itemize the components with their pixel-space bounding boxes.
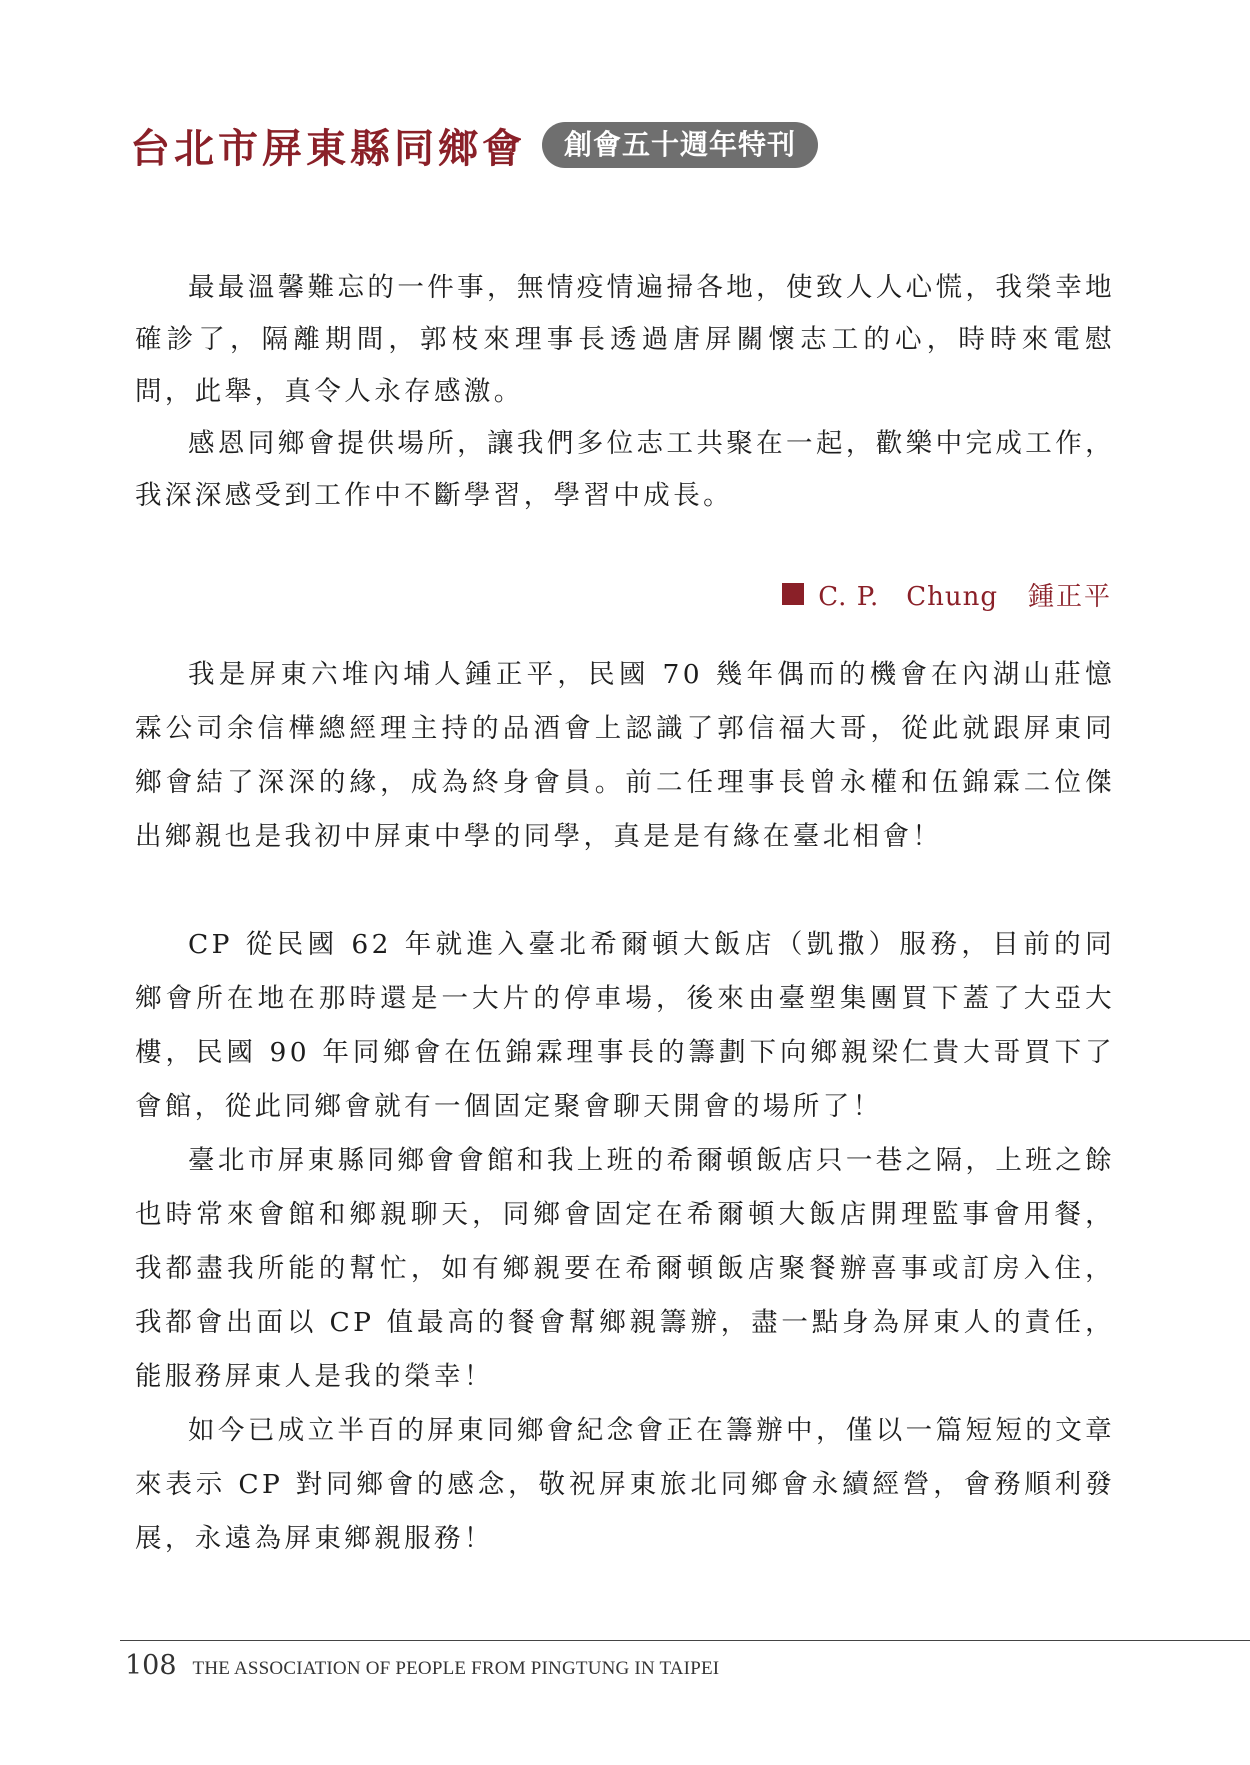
paragraph: CP 從民國 62 年就進入臺北希爾頓大飯店（凱撒）服務，目前的同鄉會所在地在那時還是一大片的停車場，後來由臺塑集團買下蓋了大亞大樓，民國 90 年同鄉會在伍錦霖理事長的籌劃下向鄉親梁仁貴大哥買下了會館，從此同鄉會就有一個固定聚會聊天開會的場所了！: [135, 929, 1115, 1122]
page-footer: [125, 1650, 719, 1681]
paragraph: 感恩同鄉會提供場所，讓我們多位志工共聚在一起，歡樂中完成工作，我深深感受到工作中不斷學習，學習中成長。: [135, 428, 1115, 511]
paragraph: 臺北市屏東縣同鄉會會館和我上班的希爾頓飯店只一巷之隔，上班之餘也時常來會館和鄉親聊天，同鄉會固定在希爾頓大飯店開理監事會用餐，我都盡我所能的幫忙，如有鄉親要在希爾頓飯店聚餐辦喜事或訂房入住，我都會出面以 CP 值最高的餐會幫鄉親籌辦，盡一點身為屏東人的責任，能服務屏東人是我的榮幸！: [135, 1145, 1115, 1392]
paragraph: 我是屏東六堆內埔人鍾正平，民國 70 幾年偶而的機會在內湖山莊憶霖公司余信樺總經理主持的品酒會上認識了郭信福大哥，從此就跟屏東同鄉會結了深深的緣，成為終身會員。前二任理事長曾永權和伍錦霖二位傑出鄉親也是我初中屏東中學的同學，真是是有緣在臺北相會！: [135, 659, 1115, 852]
paragraph: 最最溫馨難忘的一件事，無情疫情遍掃各地，使致人人心慌，我榮幸地確診了，隔離期間，郭枝來理事長透過唐屏關懷志工的心，時時來電慰問，此舉，真令人永存感激。: [135, 272, 1115, 407]
author-byline: [782, 572, 1112, 616]
footer-divider: [120, 1640, 1250, 1641]
square-bullet-icon: [782, 583, 804, 605]
page-number: 108: [125, 1650, 177, 1681]
author-name-zh: 鍾正平: [1027, 581, 1112, 612]
author-name-en: C. P. Chung: [818, 581, 998, 612]
anniversary-badge: 創會五十週年特刊: [542, 122, 818, 168]
association-title: 台北市屏東縣同鄉會: [130, 124, 526, 172]
page-header: [130, 115, 818, 175]
footer-publication-name: THE ASSOCIATION OF PEOPLE FROM PINGTUNG IN TAIPEI: [192, 1658, 720, 1679]
paragraph: 如今已成立半百的屏東同鄉會紀念會正在籌辦中，僅以一篇短短的文章來表示 CP 對同鄉會的感念，敬祝屏東旅北同鄉會永續經營，會務順利發展，永遠為屏東鄉親服務！: [135, 1415, 1115, 1554]
